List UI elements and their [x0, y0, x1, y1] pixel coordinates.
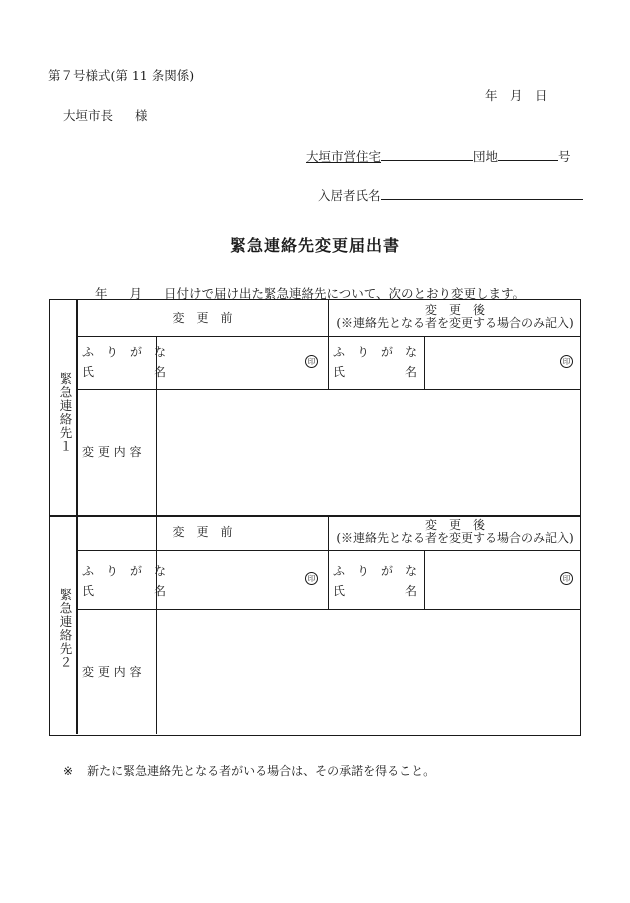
- footnote-mark: ※: [63, 764, 74, 778]
- footnote-text: 新たに緊急連絡先となる者がいる場合は、その承諾を得ること。: [87, 764, 436, 778]
- section-2-after-label: 変 更 後: [424, 518, 485, 532]
- section-2-before-header: 変 更 前: [172, 525, 233, 539]
- go-label: 号: [558, 149, 571, 164]
- section-1-after-header: [330, 304, 580, 330]
- section-1-after-name-label: 氏 名: [333, 365, 418, 379]
- change-table: [49, 299, 581, 736]
- intro-month: 月: [129, 286, 143, 301]
- section-1-after-seal-icon: 印: [560, 355, 573, 368]
- section-2-after-name-field[interactable]: [425, 551, 580, 608]
- section-1-after-label: 変 更 後: [424, 303, 485, 317]
- room-number-blank[interactable]: [498, 148, 558, 161]
- section-1-after-name-field[interactable]: [425, 337, 580, 388]
- section-1-change-content-label: 変 更 内 容: [82, 445, 142, 459]
- section-2-change-content-field[interactable]: [157, 610, 580, 734]
- footnote: [63, 762, 435, 779]
- section-2-before-name-field[interactable]: [157, 551, 327, 608]
- addressee-name: 大垣市長: [63, 108, 114, 123]
- intro-year: 年: [95, 286, 108, 301]
- section-1-before-furigana-label: ふ り が な: [82, 345, 167, 359]
- date-line: 年 月 日: [485, 88, 548, 103]
- addressee: [63, 106, 148, 124]
- resident-line: [318, 186, 583, 204]
- intro-body: 日付けで届け出た緊急連絡先について、次のとおり変更します。: [164, 286, 526, 301]
- housing-label: 大垣市営住宅: [306, 149, 382, 164]
- section-1-change-content-field[interactable]: [157, 390, 580, 514]
- housing-blank[interactable]: [381, 148, 473, 161]
- housing-line: [306, 147, 571, 165]
- resident-name-blank[interactable]: [381, 187, 583, 200]
- document-title: 緊急連絡先変更届出書: [229, 236, 400, 255]
- section-2-change-content-label: 変 更 内 容: [82, 665, 142, 679]
- form-number: 第７号様式(第 11 条関係): [48, 68, 195, 83]
- resident-label: 入居者氏名: [318, 188, 381, 203]
- section-1-before-name-label: 氏 名: [82, 365, 167, 379]
- side-divider: [76, 300, 78, 734]
- section-1-before-seal-icon: 印: [305, 355, 318, 368]
- section-2-before-seal-icon: 印: [305, 572, 318, 585]
- section-1-side-label: 緊急連絡先１: [58, 372, 73, 453]
- section-2-middle-divider-top: [328, 516, 329, 609]
- section-1-after-furigana-label: ふ り が な: [333, 345, 418, 359]
- danchi-label: 団地: [473, 149, 499, 164]
- section-2-after-seal-icon: 印: [560, 572, 573, 585]
- section-divider: [50, 515, 580, 517]
- section-1-middle-divider-top: [328, 300, 329, 389]
- section-2-before-furigana-label: ふ り が な: [82, 564, 167, 578]
- section-1-before-name-field[interactable]: [157, 337, 327, 388]
- honorific: 様: [135, 108, 148, 123]
- section-2-after-furigana-label: ふ り が な: [333, 564, 418, 578]
- section-1-before-header: 変 更 前: [172, 311, 233, 325]
- section-2-after-note: (※連絡先となる者を変更する場合のみ記入): [336, 531, 574, 545]
- section-2-side-label: 緊急連絡先２: [58, 588, 73, 669]
- section-2-after-name-label: 氏 名: [333, 584, 418, 598]
- section-2-after-header: [330, 519, 580, 545]
- section-1-after-note: (※連絡先となる者を変更する場合のみ記入): [336, 316, 574, 330]
- section-2-before-name-label: 氏 名: [82, 584, 167, 598]
